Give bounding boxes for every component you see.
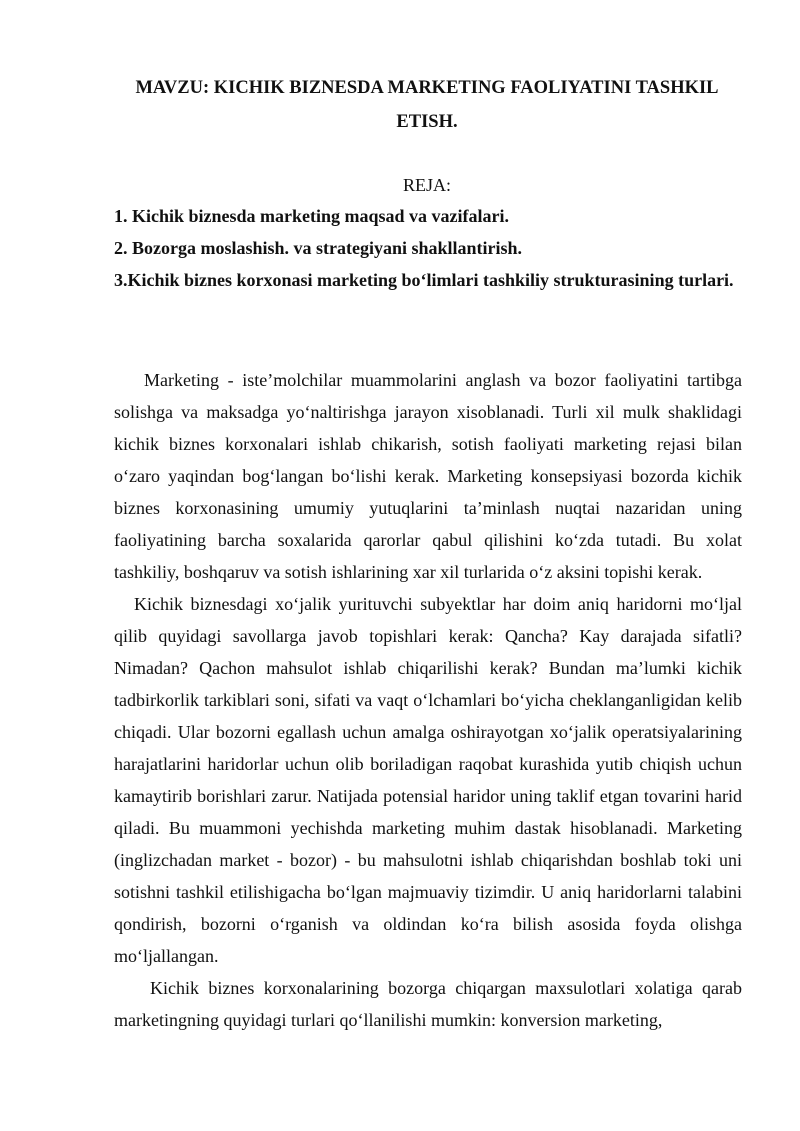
document-title-line-2: ETISH. — [396, 112, 458, 132]
plan-item-3: 3.Kichik biznes korxonasi marketing bo‘limlari tashkiliy strukturasining turlari. — [114, 270, 734, 290]
plan-item-2: 2. Bozorga moslashish. va strategiyani shakllantirish. — [114, 238, 523, 258]
plan-item-1: 1. Kichik biznesda marketing maqsad va vazifalari. — [114, 206, 510, 226]
paragraph-marketing-types: Kichik biznes korxonalarining bozorga chiqargan maxsulotlari xolatiga qarab marketingning quyidagi turlari qo‘llanilishi mumkin: konversion marketing, — [114, 978, 742, 1030]
paragraph-business-entities: Kichik biznesdagi xo‘jalik yurituvchi subyektlar har doim aniq haridorni mo‘ljal qilib quyidagi savollarga javob topishlari kerak: Qancha? Kay darajada sifatli? Nimadan? Qachon mahsulot ishlab chiqarilishi kerak? Bundan ma’lumki kichik tadbirkorlik tarkiblari soni, sifati va vaqt o‘lchamlari bo‘yicha cheklanganligidan kelib chiqadi. Ular bozorni egallash uchun amalga oshirayotgan xo‘jalik operatsiyalarining harajatlarini haridorlar uchun olib boriladigan raqobat kurashida yutib chiqish uchun kamaytirib borishlari zarur. Natijada potensial haridor uning taklif etgan tovarini harid qiladi. Bu muammoni yechishda marketing muhim dastak hisoblanadi. Marketing (inglizchadan market - bozor) - bu mahsulotni ishlab chiqarishdan boshlab toki uni sotishni tashkil etilishigacha bo‘lgan majmuaviy tizimdir. U aniq haridorlarni talabini qondirish, bozorni o‘rganish va oldindan ko‘ra bilish asosida foyda olishga mo‘ljallangan. — [114, 594, 742, 966]
plan-list — [114, 200, 754, 296]
document-title-line-1: MAVZU: KICHIK BIZNESDA MARKETING FAOLIYATINI TASHKIL — [135, 78, 719, 98]
body-text — [114, 364, 742, 1036]
plan-heading: REJA: — [402, 175, 451, 195]
paragraph-marketing-definition: Marketing - iste’molchilar muammolarini anglash va bozor faoliyatini tartibga solishga va maksadga yo‘naltirishga jarayon xisoblanadi. Turli xil mulk shaklidagi kichik biznes korxonalari ishlab chikarish, sotish faoliyati marketing rejasi bilan o‘zaro yaqindan bog‘langan bo‘lishi kerak. Marketing konsepsiyasi bozorda kichik biznes korxonasining umumiy yutuqlarini ta’minlash nuqtai nazaridan uning faoliyatining barcha soxalarida qarorlar qabul qilishini ko‘zda tutadi. Bu xolat tashkiliy, boshqaruv va sotish ishlarining xar xil turlarida o‘z aksini topishi kerak. — [114, 370, 742, 582]
